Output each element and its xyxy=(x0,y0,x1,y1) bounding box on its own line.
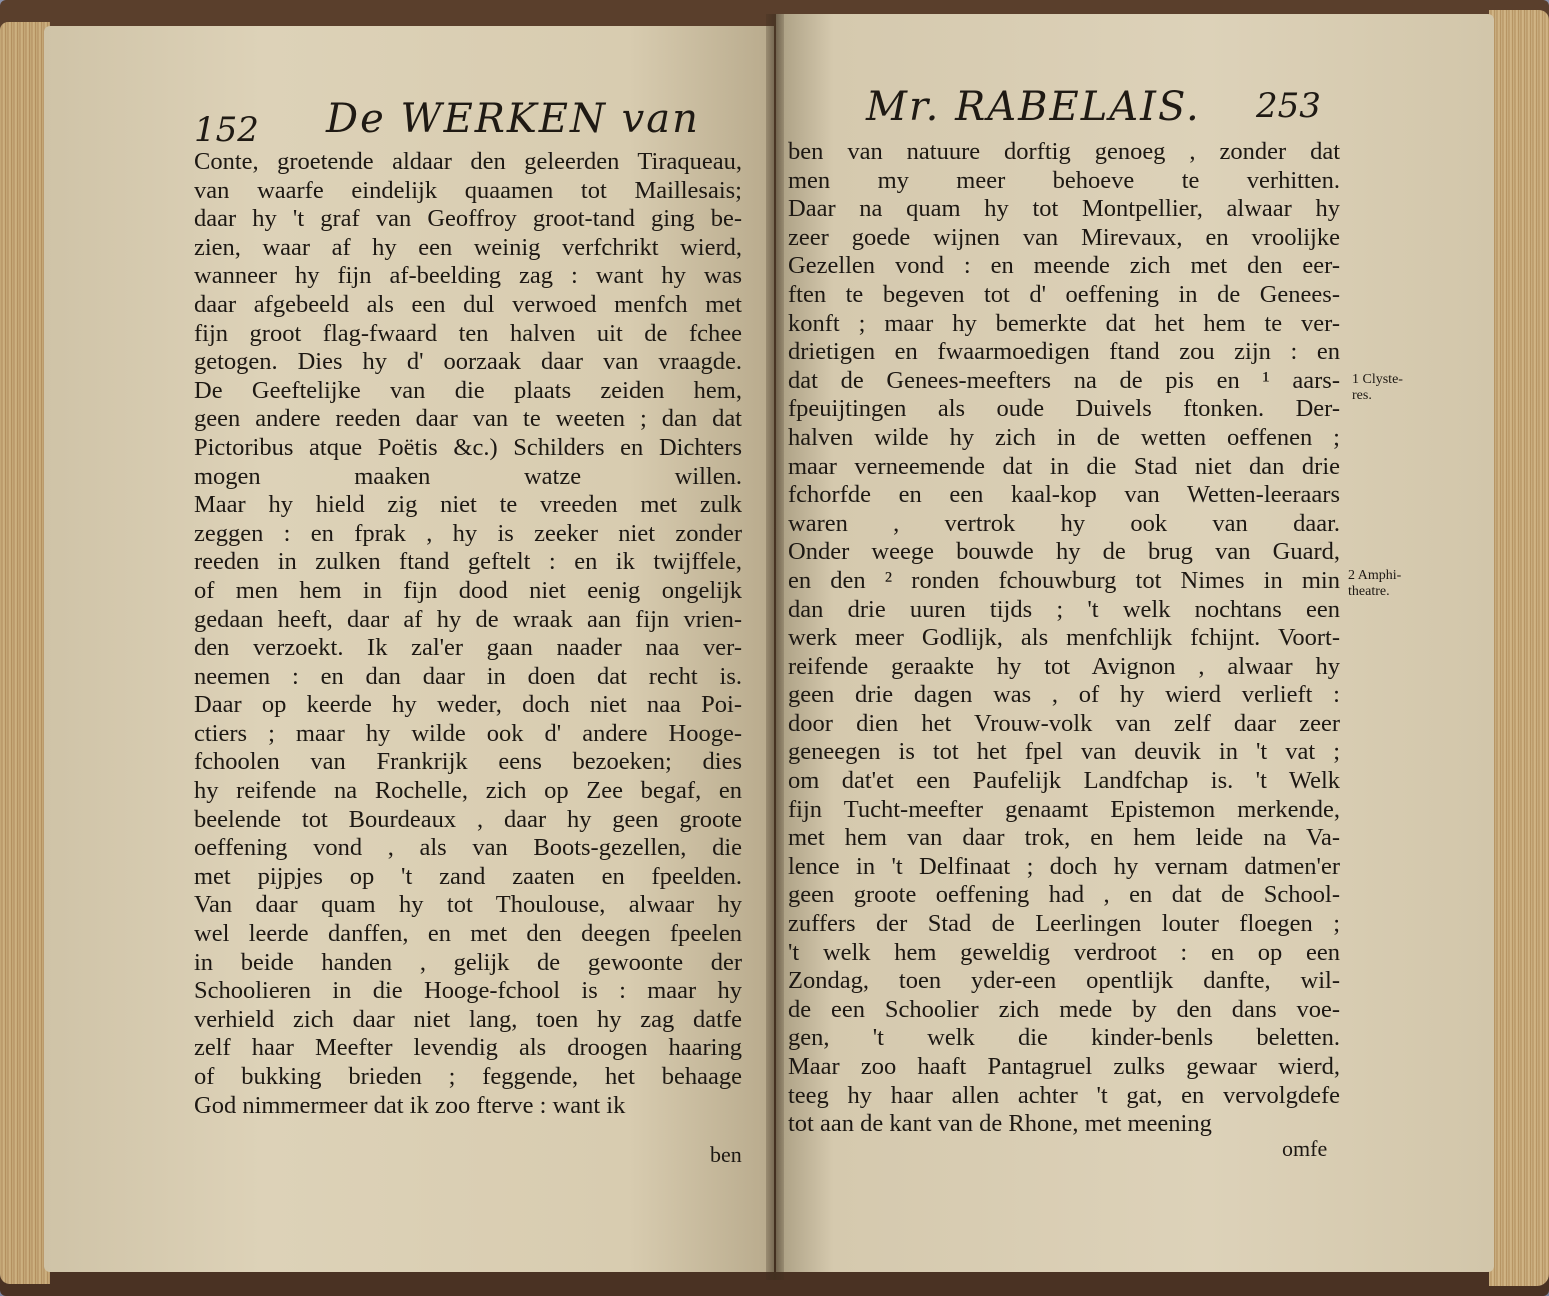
text-line: beelende tot Bourdeaux , daar hy geen groote xyxy=(194,805,742,833)
text-line: met hem van daar trok, en hem leide na Va- xyxy=(788,824,1340,852)
text-line: neemen : en dan daar in doen dat recht is. xyxy=(194,662,742,690)
right-running-title: Mr. RABELAIS. xyxy=(866,84,1201,130)
text-line: met pijpjes op 't zand zaaten en fpeelden. xyxy=(194,862,742,890)
text-line: tot aan de kant van de Rhone, met meening xyxy=(788,1110,1212,1138)
text-line: geen drie dagen was , of hy wierd verlieft : xyxy=(788,681,1340,709)
text-line: fijn Tucht-meefter genaamt Epistemon merkende, xyxy=(788,795,1340,823)
right-catchword: omfe xyxy=(1282,1136,1328,1161)
right-page xyxy=(776,14,1494,1272)
text-line: fpeuijtingen als oude Duivels ftonken. Der- xyxy=(788,395,1340,423)
text-line: reifende geraakte hy tot Avignon , alwaar hy xyxy=(788,652,1340,680)
text-line: en den ² ronden fchouwburg tot Nimes in min xyxy=(788,566,1340,594)
text-line: Daar op keerde hy weder, doch niet naa Poi- xyxy=(194,691,742,719)
left-catchword: ben xyxy=(710,1142,742,1167)
text-line: Zondag, toen yder-een opentlijk danfte, wil- xyxy=(788,967,1340,995)
margin-note-1 xyxy=(1352,372,1403,404)
text-line: in beide handen , gelijk de gewoonte der xyxy=(194,948,742,976)
text-line: Onder weege bouwde hy de brug van Guard, xyxy=(788,538,1340,566)
text-line: hy reifende na Rochelle, zich op Zee begaf, en xyxy=(194,777,742,805)
text-line: werk meer Godlijk, als menfchlijk fchijnt. Voort- xyxy=(788,624,1340,652)
text-line: daar afgebeeld als een dul verwoed menfch met xyxy=(194,290,742,318)
margin-note-2-line2: theatre. xyxy=(1348,584,1390,599)
text-line: Daar na quam hy tot Montpellier, alwaar hy xyxy=(788,195,1340,223)
text-line: van waarfe eindelijk quaamen tot Maillesais; xyxy=(194,176,742,204)
text-line: drietigen en fwaarmoedigen ftand zou zijn : en xyxy=(788,338,1340,366)
text-line: maar verneemende dat in die Stad niet dan drie xyxy=(788,452,1340,480)
text-line: zuffers der Stad de Leerlingen louter floegen ; xyxy=(788,910,1340,938)
text-line: Maar zoo haaft Pantagruel zulks gewaar wierd, xyxy=(788,1053,1340,1080)
text-line: wanneer hy fijn af-beelding zag : want hy was xyxy=(194,262,742,290)
text-line: zelf haar Meefter levendig als droogen haaring xyxy=(194,1034,742,1062)
margin-note-1-line1: 1 Clyste- xyxy=(1352,372,1403,387)
text-line: ctiers ; maar hy wilde ook d' andere Hooge- xyxy=(194,719,742,747)
text-line: verhield zich daar niet lang, toen hy zag datfe xyxy=(194,1005,742,1033)
text-line: Maar hy hield zig niet te vreeden met zulk xyxy=(194,491,742,519)
text-line: men my meer behoeve te verhitten. xyxy=(788,166,1340,194)
book-gutter xyxy=(766,14,784,1280)
text-line: wel leerde danffen, en met den deegen fpeelen xyxy=(194,920,742,948)
text-line: geneegen is tot het fpel van deuvik in 't vat ; xyxy=(788,738,1340,766)
text-line: den verzoekt. Ik zal'er gaan naader naa ver- xyxy=(194,634,742,662)
text-line: halven wilde hy zich in de wetten oeffenen ; xyxy=(788,423,1340,451)
text-line: zien, waar af hy een weinig verfchrikt wierd, xyxy=(194,233,742,261)
text-line: of men hem in fijn dood niet eenig ongelijk xyxy=(194,576,742,604)
page-edges-left xyxy=(0,22,50,1284)
text-line: daar hy 't graf van Geoffroy groot-tand ging be- xyxy=(194,205,742,233)
left-page-number: 152 xyxy=(194,110,259,150)
text-line: getogen. Dies hy d' oorzaak daar van vraagde. xyxy=(194,348,742,376)
text-line: fijn groot flag-fwaard ten halven uit de fchee xyxy=(194,319,742,347)
text-line: Conte, groetende aldaar den geleerden Tiraqueau, xyxy=(194,148,742,175)
margin-note-2 xyxy=(1348,568,1401,600)
text-line: oeffening vond , als van Boots-gezellen, die xyxy=(194,834,742,862)
text-line: zeggen : en fprak , hy is zeeker niet zonder xyxy=(194,519,742,547)
text-line: zeer goede wijnen van Mirevaux, en vroolijke xyxy=(788,223,1340,251)
text-line: teeg hy haar allen achter 't gat, en vervolgdefe xyxy=(788,1081,1340,1109)
right-page-number: 253 xyxy=(1256,86,1321,126)
text-line: God nimmermeer dat ik zoo fterve : want ik xyxy=(194,1091,626,1119)
text-line: of bukking brieden ; feggende, het behaage xyxy=(194,1063,742,1090)
text-line: lence in 't Delfinaat ; doch hy vernam datmen'er xyxy=(788,852,1340,880)
text-line: ben van natuure dorftig genoeg , zonder dat xyxy=(788,138,1340,165)
page-edges-right xyxy=(1489,10,1549,1286)
text-line: reeden in zulken ftand geftelt : en ik twijffele, xyxy=(194,548,742,576)
text-line: dat de Genees-meefters na de pis en ¹ aars- xyxy=(788,366,1340,394)
left-running-title: De WERKEN van xyxy=(326,96,700,142)
text-line: geen andere reeden daar van te weeten ; dan dat xyxy=(194,405,742,433)
text-line: konft ; maar hy bemerkte dat het hem te ver- xyxy=(788,309,1340,337)
text-line: fchorfde en een kaal-kop van Wetten-leeraars xyxy=(788,481,1340,509)
text-line: Pictoribus atque Poëtis &c.) Schilders en Dichters xyxy=(194,433,742,461)
text-line: fchoolen van Frankrijk eens bezoeken; dies xyxy=(194,748,742,776)
text-line: geen groote oeffening had , en dat de School- xyxy=(788,881,1340,909)
left-page-text xyxy=(194,148,742,1120)
text-line: mogen maaken watze willen. xyxy=(194,462,742,490)
text-line: de een Schoolier zich mede by den dans voe- xyxy=(788,995,1340,1023)
text-line: Van daar quam hy tot Thoulouse, alwaar hy xyxy=(194,891,742,919)
margin-note-2-line1: 2 Amphi- xyxy=(1348,568,1402,583)
text-line: waren , vertrok hy ook van daar. xyxy=(788,509,1340,537)
text-line: gen, 't welk die kinder-benls beletten. xyxy=(788,1024,1340,1052)
text-line: gedaan heeft, daar af hy de wraak aan fijn vrien- xyxy=(194,605,742,633)
text-line: De Geeftelijke van die plaats zeiden hem, xyxy=(194,376,742,404)
text-line: om dat'et een Paufelijk Landfchap is. 't Welk xyxy=(788,767,1340,795)
margin-note-1-line2: res. xyxy=(1352,388,1372,403)
right-page-text xyxy=(788,138,1340,1139)
text-line: Gezellen vond : en meende zich met den eer- xyxy=(788,252,1340,280)
text-line: Schoolieren in die Hooge-fchool is : maar hy xyxy=(194,977,742,1005)
text-line: 't welk hem geweldig verdroot : en op een xyxy=(788,938,1340,966)
left-page xyxy=(44,26,774,1272)
text-line: door dien het Vrouw-volk van zelf daar zeer xyxy=(788,709,1340,737)
text-line: ften te begeven tot d' oeffening in de Genees- xyxy=(788,280,1340,308)
text-line: dan drie uuren tijds ; 't welk nochtans een xyxy=(788,595,1340,623)
